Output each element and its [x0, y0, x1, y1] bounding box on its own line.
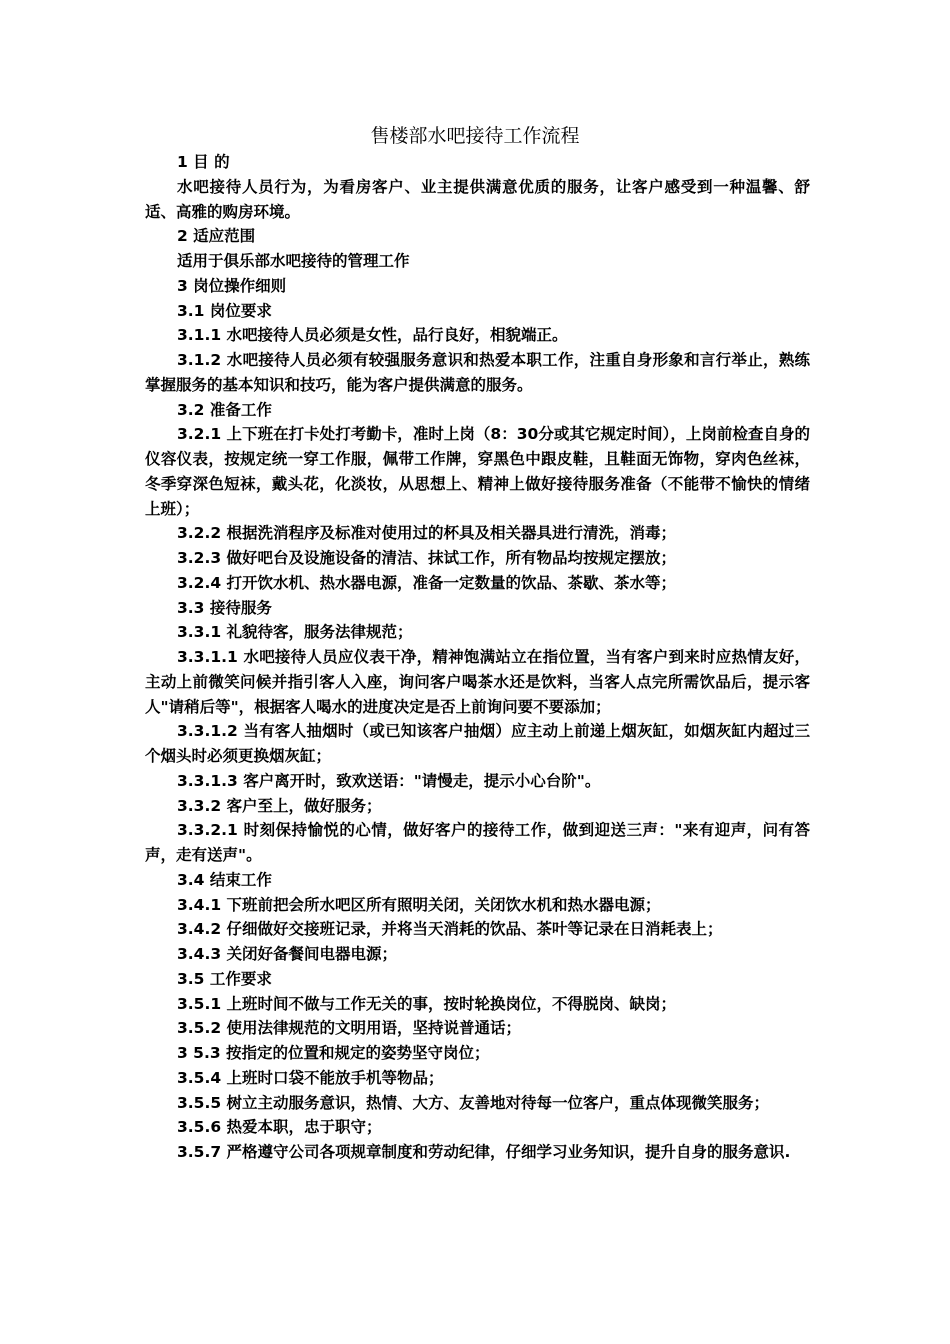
paragraph: 3.3.2 客户至上，做好服务； — [177, 796, 382, 815]
document-body — [145, 150, 810, 1165]
paragraph: 3.5.6 热爱本职，忠于职守； — [177, 1118, 382, 1137]
subsection-heading: 3.2 准备工作 — [177, 400, 272, 419]
paragraph: 3.2.1 上下班在打卡处打考勤卡，准时上岗（8：30分或其它规定时间），上岗前检查自身的仪容仪表，按规定统一穿工作服，佩带工作牌，穿黑色中跟皮鞋，且鞋面无饰物，穿肉色丝袜，冬季穿深色短袜，戴头花，化淡妆，从思想上、精神上做好接待服务准备（不能带不愉快的情绪上班）； — [145, 425, 810, 518]
paragraph: 3.2.2 根据洗消程序及标准对使用过的杯具及相关器具进行清洗，消毒； — [177, 524, 677, 543]
paragraph: 3.2.4 打开饮水机、热水器电源，准备一定数量的饮品、茶歇、茶水等； — [177, 573, 677, 592]
paragraph: 3.3.2.1 时刻保持愉悦的心情，做好客户的接待工作，做到迎送三声："来有迎声，问有答声，走有送声"。 — [145, 821, 810, 864]
paragraph: 3.3.1.3 客户离开时，致欢送语："请慢走，提示小心台阶"。 — [177, 771, 601, 790]
subsection-heading: 3.4 结束工作 — [177, 870, 272, 889]
subsection-heading: 3.3 接待服务 — [177, 598, 272, 617]
paragraph: 3.2.3 做好吧台及设施设备的清洁、抹试工作，所有物品均按规定摆放； — [177, 549, 677, 567]
paragraph: 3.5.7 严格遵守公司各项规章制度和劳动纪律，仔细学习业务知识，提升自身的服务意识. — [177, 1143, 791, 1161]
paragraph: 3.5.5 树立主动服务意识，热情、大方、友善地对待每一位客户，重点体现微笑服务； — [177, 1093, 770, 1112]
paragraph: 3.4.3 关闭好备餐间电器电源； — [177, 945, 398, 963]
section-heading: 1 目 的 — [177, 153, 230, 171]
section-heading: 3 岗位操作细则 — [177, 276, 287, 295]
paragraph: 3.4.1 下班前把会所水吧区所有照明关闭，关闭饮水机和热水器电源； — [177, 895, 661, 914]
paragraph: 3.1.1 水吧接待人员必须是女性，品行良好，相貌端正。 — [177, 326, 568, 345]
paragraph: 适用于俱乐部水吧接待的管理工作 — [177, 252, 410, 270]
document-title: 售楼部水吧接待工作流程 — [370, 125, 580, 147]
paragraph: 3.5.2 使用法律规范的文明用语，坚持说普通话； — [177, 1019, 522, 1038]
paragraph: 3.3.1 礼貌待客，服务法律规范； — [177, 623, 413, 642]
paragraph: 3.5.1 上班时间不做与工作无关的事，按时轮换岗位，不得脱岗、缺岗； — [177, 994, 677, 1013]
paragraph: 3.3.1.1 水吧接待人员应仪表干净，精神饱满站立在指位置，当有客户到来时应热情友好，主动上前微笑问候并指引客人入座，询问客户喝茶水还是饮料，当客人点完所需饮品后，提示客人"请稍后等"，根据客人喝水的进度决定是否上前询问要不要添加； — [145, 648, 810, 716]
subsection-heading: 3.1 岗位要求 — [177, 301, 272, 320]
paragraph: 3.4.2 仔细做好交接班记录，并将当天消耗的饮品、茶叶等记录在日消耗表上； — [177, 920, 723, 939]
section-heading: 2 适应范围 — [177, 227, 256, 246]
paragraph: 3 5.3 按指定的位置和规定的姿势坚守岗位； — [177, 1044, 490, 1062]
paragraph: 水吧接待人员行为，为看房客户、业主提供满意优质的服务，让客户感受到一种温馨、舒适、高雅的购房环境。 — [145, 177, 810, 221]
paragraph: 3.5.4 上班时口袋不能放手机等物品； — [177, 1068, 444, 1087]
subsection-heading: 3.5 工作要求 — [177, 969, 272, 988]
paragraph: 3.3.1.2 当有客人抽烟时（或已知该客户抽烟）应主动上前递上烟灰缸，如烟灰缸内超过三个烟头时必须更换烟灰缸； — [145, 722, 810, 765]
paragraph: 3.1.2 水吧接待人员必须有较强服务意识和热爱本职工作，注重自身形象和言行举止，熟练掌握服务的基本知识和技巧，能为客户提供满意的服务。 — [145, 351, 810, 394]
